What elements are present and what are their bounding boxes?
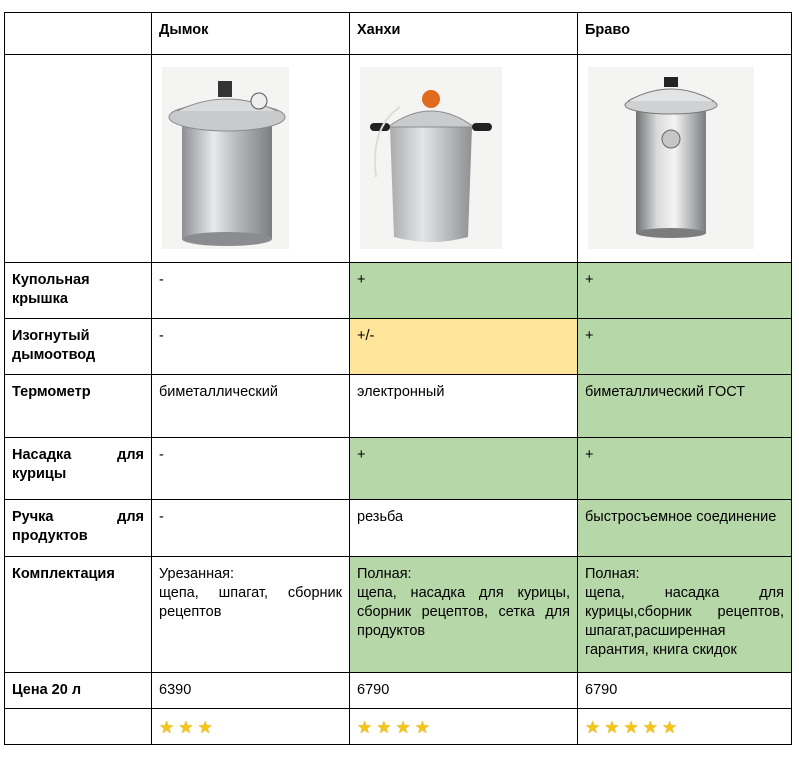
star-icon: ★ [623, 718, 639, 737]
star-icon: ★ [604, 718, 620, 737]
smokehouse-bravo-image [588, 67, 754, 249]
cell-hanhi-package-items: щепа, насадка для курицы, сборник рецептов, сетка для продуктов [357, 585, 570, 639]
row-label-product-handle: Ручка для продуктов [5, 500, 152, 557]
cell-bravo-chicken-attachment: + [578, 438, 792, 500]
row-label-dome-lid: Купольная крышка [5, 263, 152, 319]
header-hanhi: Ханхи [350, 13, 578, 55]
rating-cell-bravo [578, 709, 792, 745]
image-row-label-cell [5, 55, 152, 263]
rating-row [5, 709, 792, 745]
header-row [5, 13, 792, 55]
cell-dymok-curved-chimney: - [152, 319, 350, 375]
image-row [5, 55, 792, 263]
rating-cell-dymok [152, 709, 350, 745]
cell-dymok-package [152, 557, 350, 673]
cell-bravo-product-handle: быстросъемное соединение [578, 500, 792, 557]
star-icon: ★ [376, 718, 392, 737]
row-label-thermometer: Термометр [5, 375, 152, 438]
cell-bravo-dome-lid: + [578, 263, 792, 319]
cell-dymok-dome-lid: - [152, 263, 350, 319]
cell-hanhi-curved-chimney: +/- [350, 319, 578, 375]
star-icon: ★ [357, 718, 373, 737]
cell-dymok-thermometer: биметаллический [152, 375, 350, 438]
row-label-chicken-attachment: Насадка для курицы [5, 438, 152, 500]
cell-hanhi-dome-lid: + [350, 263, 578, 319]
star-icon: ★ [414, 718, 430, 737]
cell-dymok-package-items: щепа, шпагат, сборник рецептов [159, 585, 342, 620]
cell-hanhi-product-handle: резьба [350, 500, 578, 557]
image-cell-hanhi [350, 55, 578, 263]
rating-stars-bravo [585, 719, 784, 737]
cell-hanhi-thermometer: электронный [350, 375, 578, 438]
cell-bravo-price: 6790 [578, 673, 792, 709]
table-row [5, 375, 792, 438]
cell-hanhi-package [350, 557, 578, 673]
star-icon: ★ [178, 718, 194, 737]
smokehouse-dymok-image [162, 67, 289, 249]
star-icon: ★ [395, 718, 411, 737]
star-icon: ★ [585, 718, 601, 737]
rating-cell-hanhi [350, 709, 578, 745]
row-label-package: Комплектация [5, 557, 152, 673]
cell-dymok-product-handle: - [152, 500, 350, 557]
table-row [5, 263, 792, 319]
star-icon: ★ [642, 718, 658, 737]
header-bravo: Браво [578, 13, 792, 55]
cell-bravo-curved-chimney: + [578, 319, 792, 375]
cell-bravo-package-title: Полная: [585, 566, 640, 582]
row-label-curved-chimney: Изогнутый дымоотвод [5, 319, 152, 375]
cell-bravo-package [578, 557, 792, 673]
image-cell-bravo [578, 55, 792, 263]
rating-stars-hanhi [357, 719, 570, 737]
table-row [5, 438, 792, 500]
rating-label-cell [5, 709, 152, 745]
row-label-price: Цена 20 л [5, 673, 152, 709]
rating-stars-dymok [159, 719, 342, 737]
cell-dymok-chicken-attachment: - [152, 438, 350, 500]
header-dymok: Дымок [152, 13, 350, 55]
cell-dymok-price: 6390 [152, 673, 350, 709]
star-icon: ★ [159, 718, 175, 737]
cell-bravo-thermometer: биметаллический ГОСТ [578, 375, 792, 438]
image-cell-dymok [152, 55, 350, 263]
star-icon: ★ [662, 718, 678, 737]
cell-hanhi-package-title: Полная: [357, 566, 412, 582]
cell-dymok-package-title: Урезанная: [159, 566, 235, 582]
comparison-table [4, 12, 792, 745]
table-row [5, 500, 792, 557]
cell-bravo-package-items: щепа, насадка для курицы,сборник рецептов, шпагат,расширенная гарантия, книга скидок [585, 585, 784, 658]
cell-hanhi-chicken-attachment: + [350, 438, 578, 500]
smokehouse-hanhi-image [360, 67, 502, 249]
header-corner-cell [5, 13, 152, 55]
table-row [5, 557, 792, 673]
cell-hanhi-price: 6790 [350, 673, 578, 709]
table-row [5, 319, 792, 375]
table-row [5, 673, 792, 709]
star-icon: ★ [197, 718, 213, 737]
